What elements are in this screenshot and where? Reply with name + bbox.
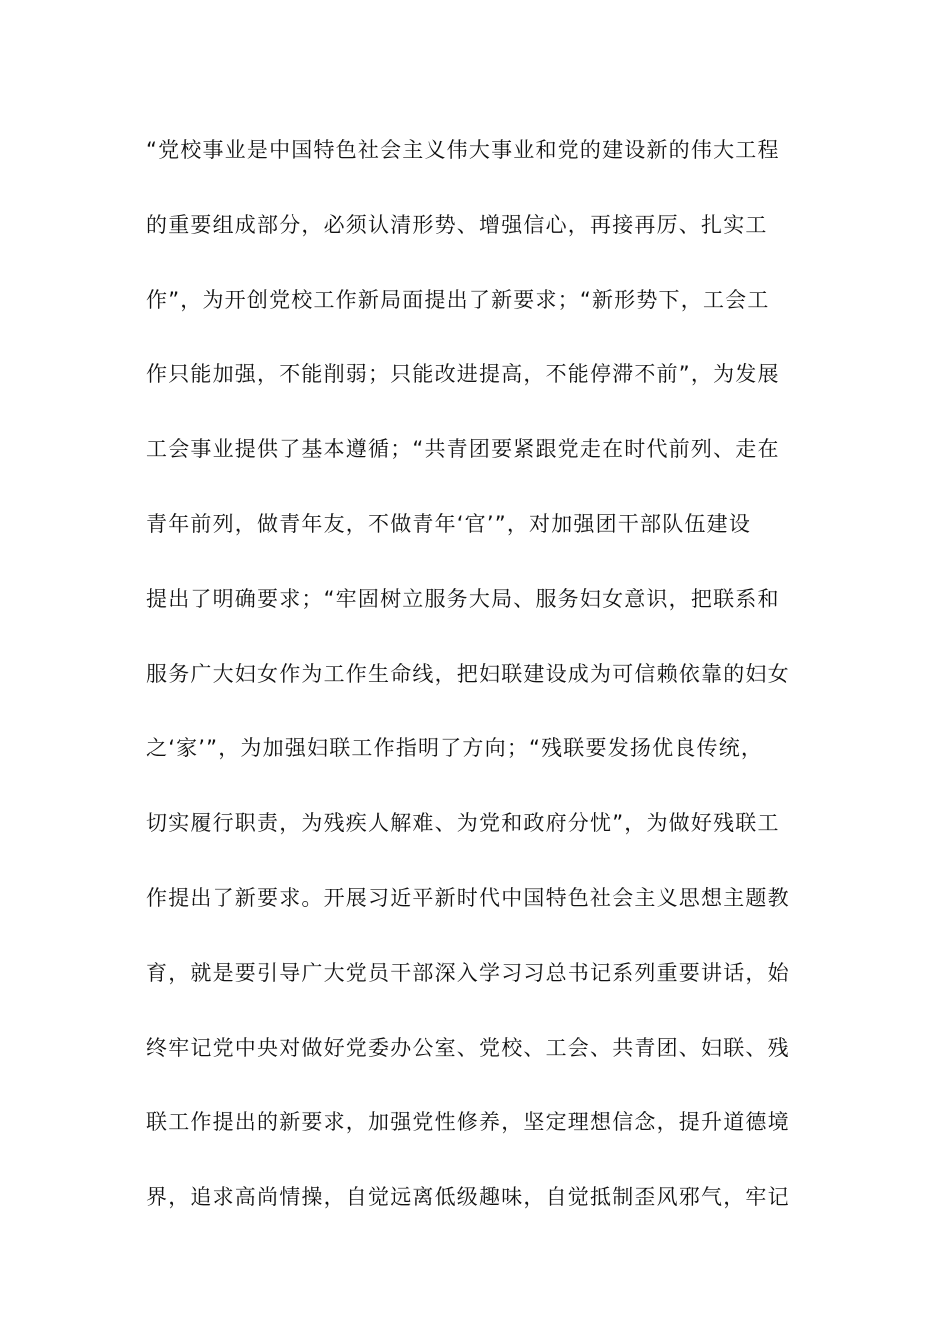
text-line: 作提出了新要求。开展习近平新时代中国特色社会主义思想主题教	[146, 885, 790, 910]
text-line: 界，追求高尚情操，自觉远离低级趣味，自觉抵制歪风邪气，牢记	[146, 1185, 790, 1210]
text-line: 工会事业提供了基本遵循；“共青团要紧跟党走在时代前列、走在	[146, 437, 780, 462]
text-line: 之‘家’”，为加强妇联工作指明了方向；“残联要发扬优良传统，	[146, 736, 764, 761]
text-line: 青年前列，做青年友，不做青年‘官’”，对加强团干部队伍建设	[146, 511, 752, 536]
text-line: 终牢记党中央对做好党委办公室、党校、工会、共青团、妇联、残	[146, 1035, 790, 1060]
text-line: 切实履行职责，为残疾人解难、为党和政府分忧”，为做好残联工	[146, 811, 780, 836]
text-line: “党校事业是中国特色社会主义伟大事业和党的建设新的伟大工程	[146, 138, 780, 162]
text-line: 的重要组成部分，必须认清形势、增强信心，再接再厉、扎实工	[146, 212, 768, 237]
text-line: 育，就是要引导广大党员干部深入学习习总书记系列重要讲话，始	[146, 960, 790, 985]
text-line: 作”，为开创党校工作新局面提出了新要求；“新形势下，工会工	[146, 287, 770, 312]
text-line: 联工作提出的新要求，加强党性修养，坚定理想信念，提升道德境	[146, 1110, 790, 1135]
text-line: 作只能加强，不能削弱；只能改进提高，不能停滞不前”，为发展	[146, 362, 780, 387]
body-paragraph	[146, 130, 836, 1252]
text-line: 提出了明确要求；“牢固树立服务大局、服务妇女意识，把联系和	[146, 586, 780, 611]
text-line: 服务广大妇女作为工作生命线，把妇联建设成为可信赖依靠的妇女	[146, 661, 790, 686]
